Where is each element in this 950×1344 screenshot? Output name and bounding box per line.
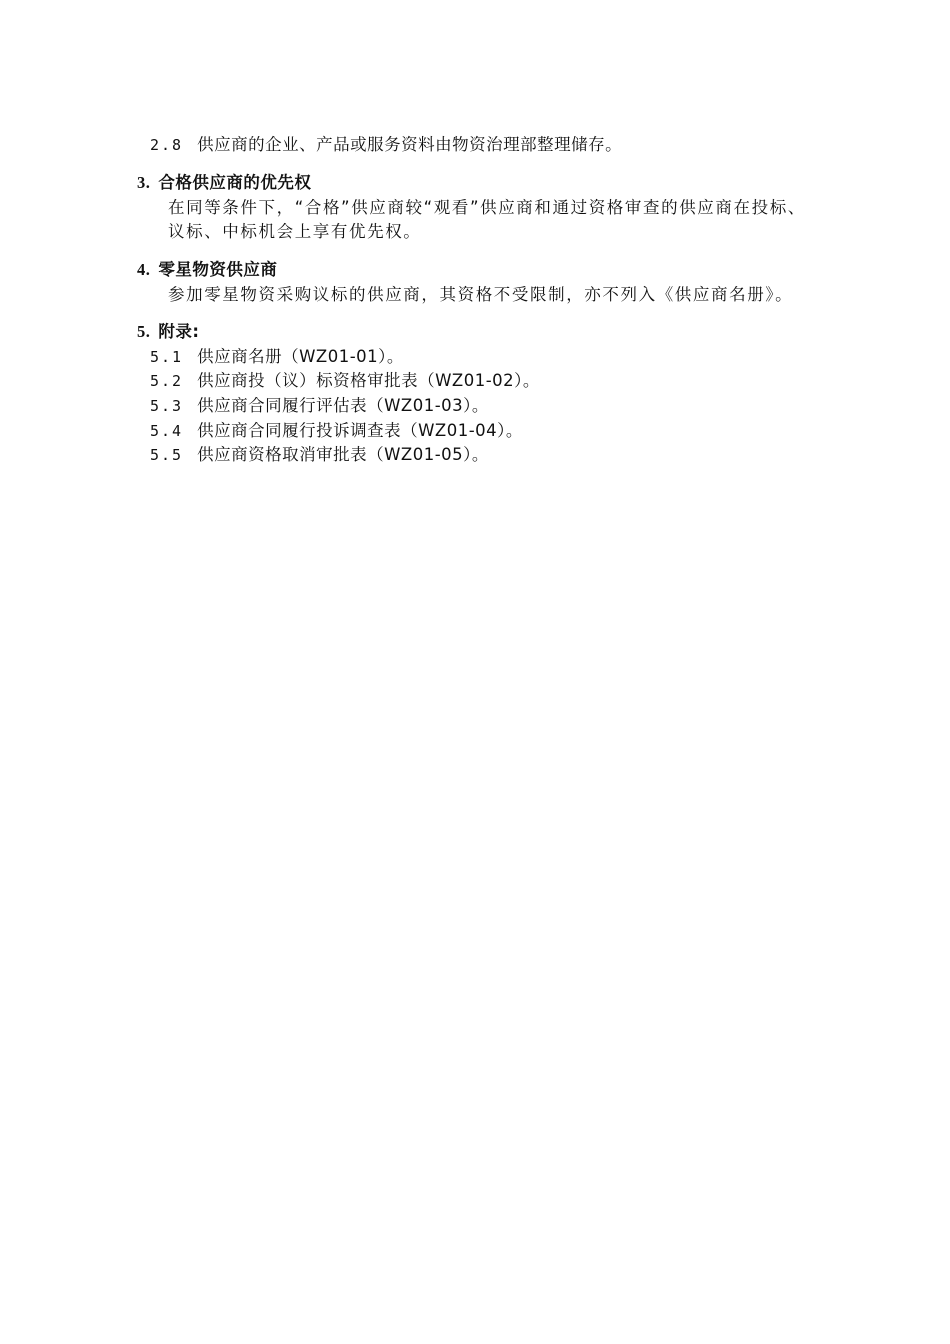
item-text: 供应商投（议）标资格审批表（WZ01-02）。	[197, 371, 540, 390]
item-text: 供应商名册（WZ01-01）。	[197, 347, 404, 366]
list-item-5-3	[150, 394, 489, 418]
item-text: 供应商合同履行评估表（WZ01-03）。	[197, 396, 489, 415]
section-3-heading	[137, 171, 311, 195]
item-number: 5.5	[150, 446, 184, 464]
section-number: 3.	[137, 173, 151, 192]
section-4-paragraph-line-1: 参加零星物资采购议标的供应商，其资格不受限制，亦不列入《供应商名册》。	[168, 285, 794, 304]
item-number: 5.2	[150, 372, 184, 390]
item-number: 2.8	[150, 136, 184, 154]
section-number: 5.	[137, 322, 151, 341]
section-title: 附录:	[158, 322, 200, 341]
section-title: 零星物资供应商	[158, 260, 278, 279]
list-item-5-2	[150, 369, 540, 393]
item-text: 供应商资格取消审批表（WZ01-05）。	[197, 445, 489, 464]
list-item-2-8	[150, 133, 622, 157]
item-number: 5.1	[150, 348, 184, 366]
section-3-paragraph-line-1: 在同等条件下，“合格”供应商较“观看”供应商和通过资格审查的供应商在投标、	[168, 198, 806, 217]
item-number: 5.3	[150, 397, 184, 415]
section-number: 4.	[137, 260, 151, 279]
section-5-heading	[137, 320, 199, 344]
item-text: 供应商合同履行投诉调查表（WZ01-04）。	[197, 421, 523, 440]
list-item-5-4	[150, 419, 523, 443]
list-item-5-1	[150, 345, 404, 369]
list-item-5-5	[150, 443, 489, 467]
section-title: 合格供应商的优先权	[158, 173, 312, 192]
section-4-heading	[137, 258, 277, 282]
item-text: 供应商的企业、产品或服务资料由物资治理部整理储存。	[197, 135, 623, 154]
section-3-paragraph-line-2: 议标、中标机会上享有优先权。	[168, 222, 422, 241]
item-number: 5.4	[150, 422, 184, 440]
